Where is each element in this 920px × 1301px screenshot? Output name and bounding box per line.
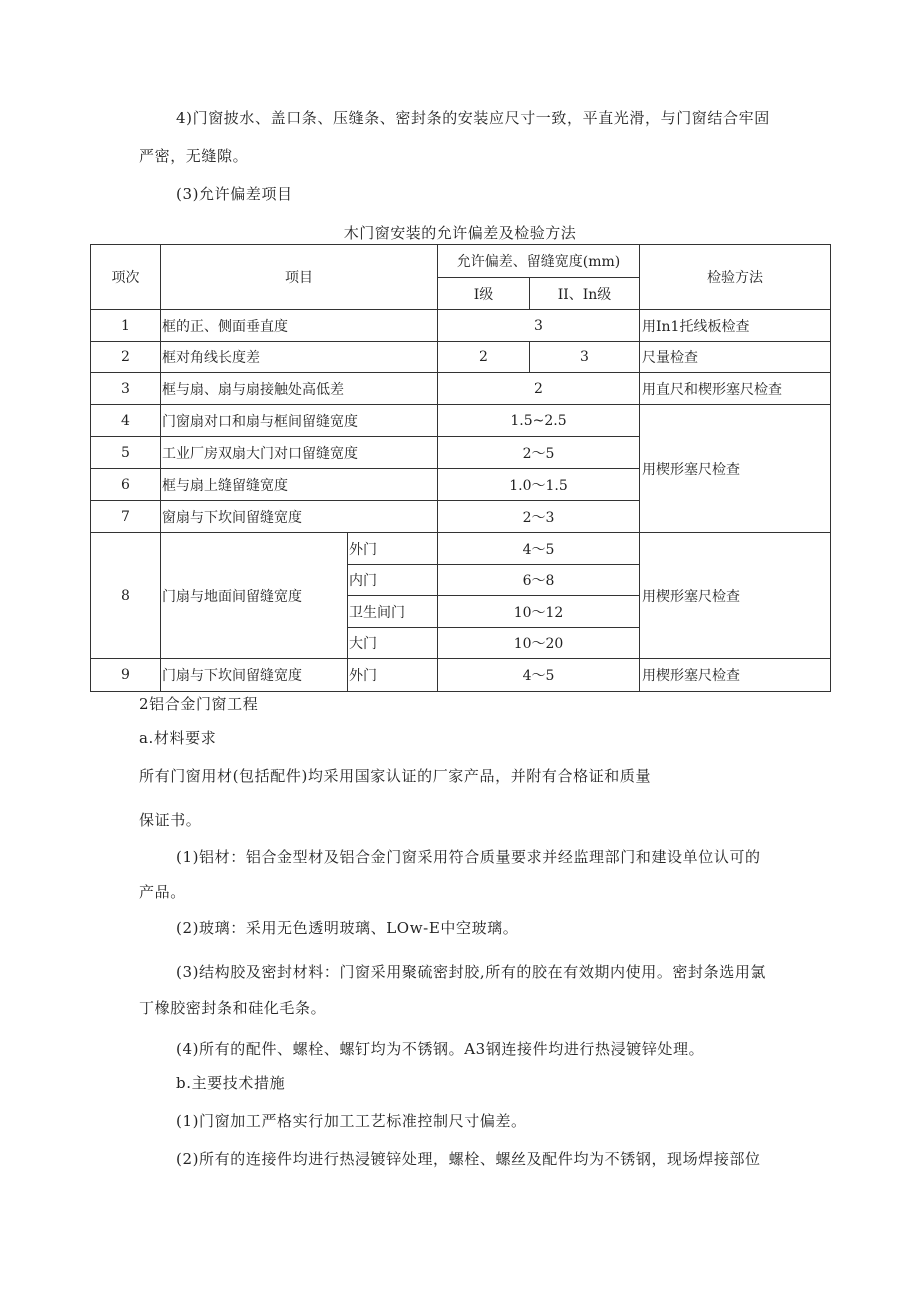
- row-item: 框与扇、扇与扇接触处高低差: [161, 373, 438, 405]
- row-value: 3: [438, 310, 640, 342]
- paragraph-processing: (1)门窗加工严格实行加工工艺标准控制尺寸偏差。: [176, 1112, 527, 1130]
- paragraph-aluminum-line1: (1)铝材：铝合金型材及铝合金门窗采用符合质量要求并经监理部门和建设单位认可的: [176, 848, 761, 866]
- row-sublabel: 外门: [348, 533, 438, 565]
- row-value: 4～5: [438, 659, 640, 692]
- row-no: 9: [91, 659, 161, 692]
- row-sublabel: 内门: [348, 565, 438, 596]
- row-no: 3: [91, 373, 161, 405]
- row-value: 10～20: [438, 628, 640, 659]
- paragraph-connectors: (2)所有的连接件均进行热浸镀锌处理，螺栓、螺丝及配件均为不锈钢，现场焊接部位: [176, 1150, 761, 1168]
- paragraph-materials-intro-1: 所有门窗用材(包括配件)均采用国家认证的厂家产品，并附有合格证和质量: [139, 767, 652, 785]
- table-row: [91, 405, 831, 437]
- row-value: 2: [438, 373, 640, 405]
- row-method: 用楔形塞尺检查: [640, 533, 831, 659]
- table-row: [91, 533, 831, 565]
- table-row: [91, 373, 831, 405]
- row-method: 用In1托线板检查: [640, 310, 831, 342]
- paragraph-fittings: (4)所有的配件、螺栓、螺钉均为不锈钢。A3钢连接件均进行热浸镀锌处理。: [176, 1040, 705, 1058]
- heading-technical-measures: b.主要技术措施: [176, 1074, 286, 1092]
- table-row: [91, 310, 831, 342]
- tolerance-table: [90, 244, 831, 692]
- row-item: 框的正、侧面垂直度: [161, 310, 438, 342]
- paragraph-sealant-line2: 丁橡胶密封条和硅化毛条。: [139, 999, 327, 1017]
- paragraph-glass: (2)玻璃：采用无色透明玻璃、LOw-E中空玻璃。: [176, 919, 519, 937]
- row-item: 工业厂房双扇大门对口留缝宽度: [161, 437, 438, 469]
- row-value: 10～12: [438, 596, 640, 628]
- row-item: 窗扇与下坎间留缝宽度: [161, 501, 438, 533]
- table-row: [91, 342, 831, 373]
- table-row: [91, 659, 831, 692]
- row-item: 框对角线长度差: [161, 342, 438, 373]
- row-no: 4: [91, 405, 161, 437]
- row-item: 门窗扇对口和扇与框间留缝宽度: [161, 405, 438, 437]
- row-method: 用直尺和楔形塞尺检查: [640, 373, 831, 405]
- row-value: 1.0～1.5: [438, 469, 640, 501]
- paragraph-item4-line1: 4)门窗披水、盖口条、压缝条、密封条的安装应尺寸一致，平直光滑，与门窗结合牢固: [176, 109, 770, 127]
- subheading-tolerance: (3)允许偏差项目: [176, 185, 293, 203]
- row-item: 门扇与地面间留缝宽度: [161, 533, 348, 659]
- header-method: 检验方法: [640, 245, 831, 310]
- row-value: 2～3: [438, 501, 640, 533]
- row-sublabel: 外门: [348, 659, 438, 692]
- row-item: 框与扇上缝留缝宽度: [161, 469, 438, 501]
- row-method: 用楔形塞尺检查: [640, 659, 831, 692]
- header-index: 项次: [91, 245, 161, 310]
- row-no: 1: [91, 310, 161, 342]
- row-no: 6: [91, 469, 161, 501]
- row-value: 1.5~2.5: [438, 405, 640, 437]
- row-value: 2～5: [438, 437, 640, 469]
- paragraph-sealant-line1: (3)结构胶及密封材料：门窗采用聚硫密封胶,所有的胶在有效期内使用。密封条选用氯: [176, 963, 767, 981]
- header-item: 项目: [161, 245, 438, 310]
- paragraph-materials-intro-2: 保证书。: [139, 811, 202, 829]
- row-sublabel: 大门: [348, 628, 438, 659]
- paragraph-item4-line2: 严密，无缝隙。: [139, 147, 249, 165]
- section-title-aluminum: 2铝合金门窗工程: [139, 695, 259, 713]
- header-tolerance: 允许偏差、留缝宽度(mm): [438, 245, 640, 278]
- row-sublabel: 卫生间门: [348, 596, 438, 628]
- row-method-group: 用楔形塞尺检查: [640, 405, 831, 533]
- row-value: 6～8: [438, 565, 640, 596]
- table-caption: 木门窗安装的允许偏差及检验方法: [343, 224, 577, 242]
- paragraph-aluminum-line2: 产品。: [139, 883, 186, 901]
- header-grade23: II、In级: [530, 278, 640, 310]
- row-item: 门扇与下坎间留缝宽度: [161, 659, 348, 692]
- row-method: 尺量检查: [640, 342, 831, 373]
- row-no: 5: [91, 437, 161, 469]
- row-no: 8: [91, 533, 161, 659]
- row-value-grade23: 3: [530, 342, 640, 373]
- row-no: 7: [91, 501, 161, 533]
- header-grade1: I级: [438, 278, 530, 310]
- row-no: 2: [91, 342, 161, 373]
- table-header-row: [91, 245, 831, 278]
- row-value-grade1: 2: [438, 342, 530, 373]
- row-value: 4～5: [438, 533, 640, 565]
- heading-material-requirements: a.材料要求: [139, 729, 217, 747]
